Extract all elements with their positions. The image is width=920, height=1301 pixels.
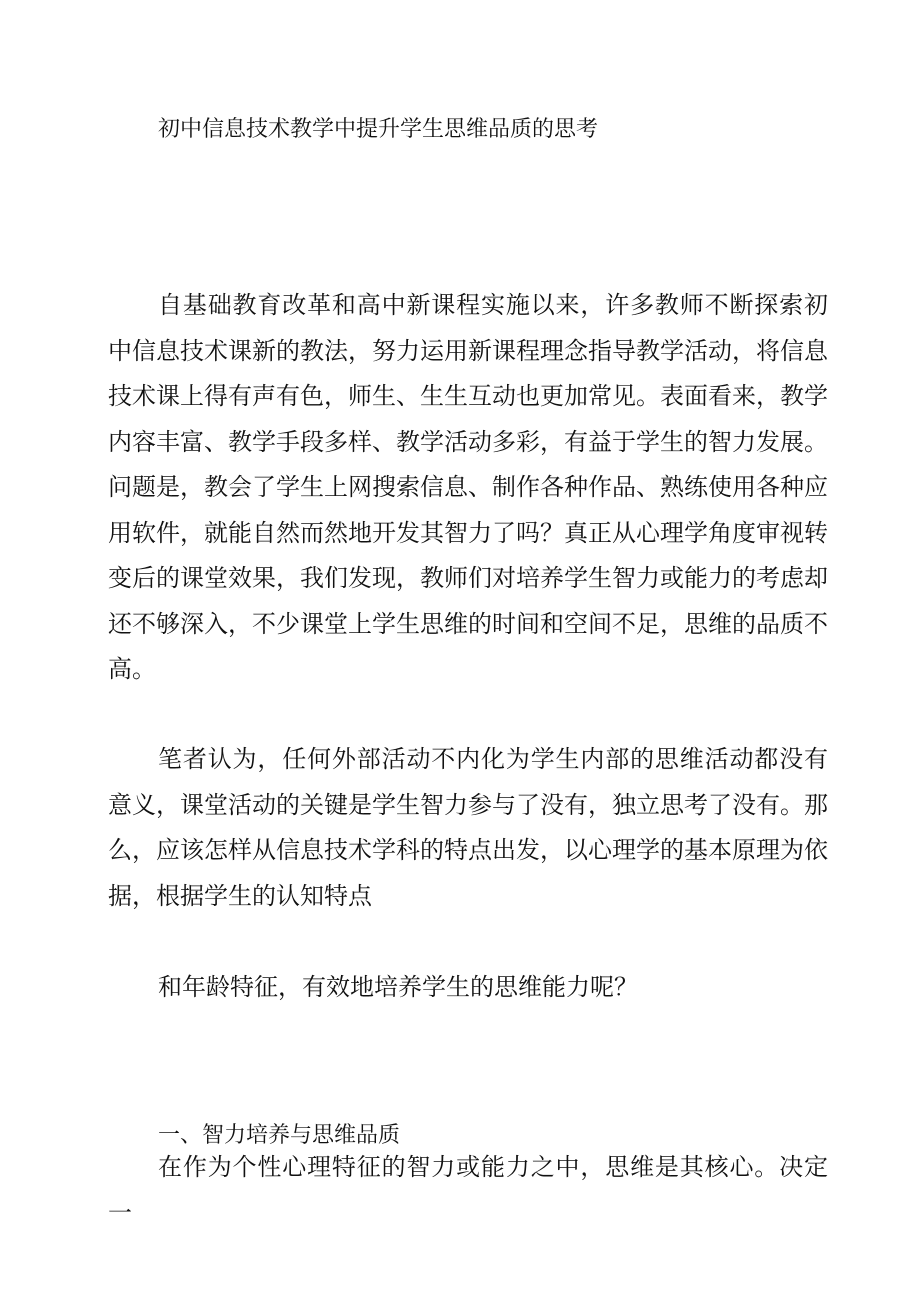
document-title: 初中信息技术教学中提升学生思维品质的思考	[158, 117, 599, 142]
body-paragraph-1: 自基础教育改革和高中新课程实施以来，许多教师不断探索初中信息技术课新的教法，努力运用新课程理念指导教学活动，将信息技术课上得有声有色，师生、生生互动也更加常见。表面看来，教学内容丰富、教学手段多样、教学活动多彩，有益于学生的智力发展。问题是，教会了学生上网搜索信息、制作各种作品、熟练使用各种应用软件，就能自然而然地开发其智力了吗？真正从心理学角度审视转变后的课堂效果，我们发现，教师们对培养学生智力或能力的考虑却还不够深入，不少课堂上学生思维的时间和空间不足，思维的品质不高。	[108, 291, 828, 683]
section-paragraph: 在作为个性心理特征的智力或能力之中，思维是其核心。决定一	[108, 1153, 828, 1227]
section-heading: 一、智力培养与思维品质	[158, 1123, 401, 1148]
body-paragraph-2: 笔者认为，任何外部活动不内化为学生内部的思维活动都没有意义，课堂活动的关键是学生智力参与了没有，独立思考了没有。那么，应该怎样从信息技术学科的特点出发，以心理学的基本原理为依据，根据学生的认知特点	[108, 745, 828, 910]
body-paragraph-3: 和年龄特征，有效地培养学生的思维能力呢？	[158, 973, 638, 1001]
